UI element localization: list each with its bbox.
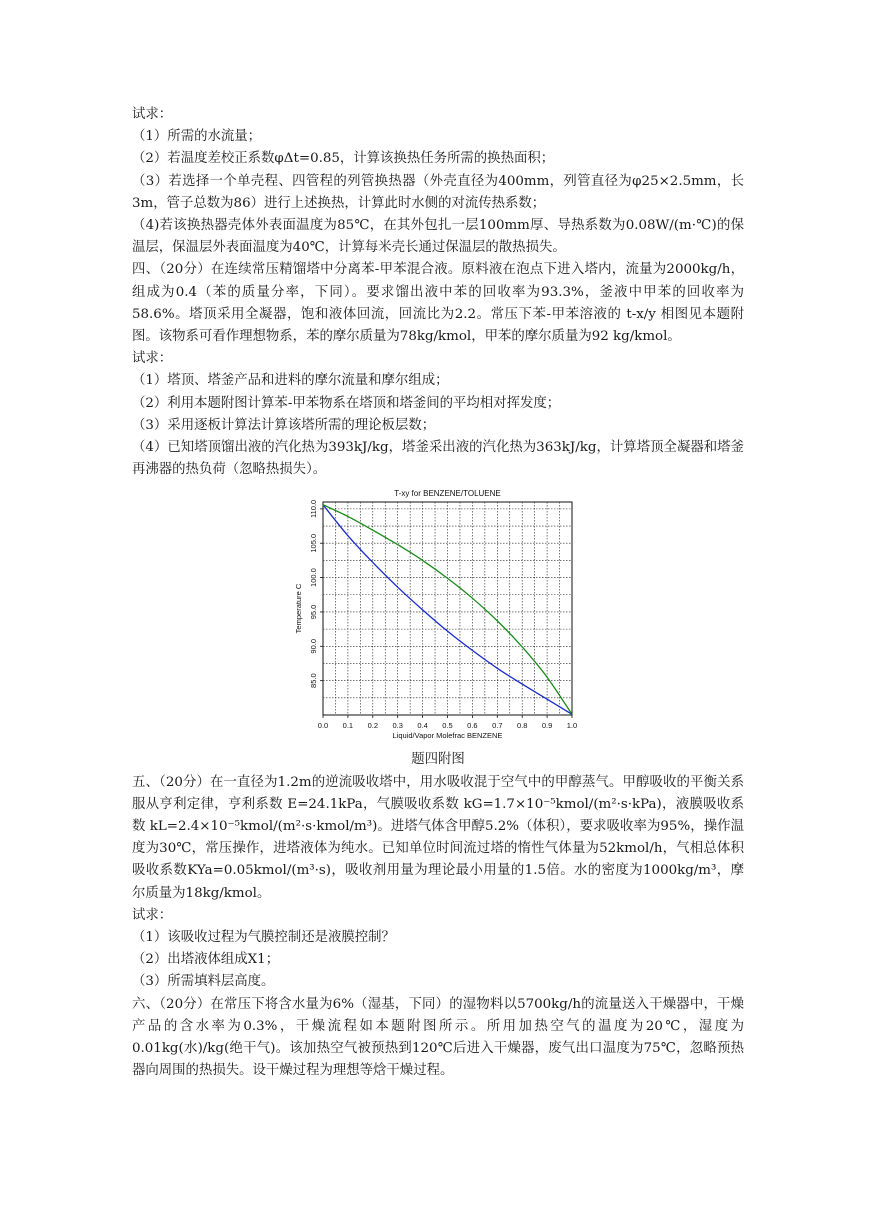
section6-intro: 六、（20分）在常压下将含水量为6%（湿基，下同）的湿物料以5700kg/h的流量送入干燥器中，干燥产品的含水率为0.3%，干燥流程如本题附图所示。所用加热空气的温度为20℃，湿度为0.01kg(水)/kg(绝干气)。该加热空气被预热到120℃后进入干燥器，废气出口温度为75℃，忽略预热器向周围的热损失。设干燥过程为理想等焓干燥过程。 (132, 996, 744, 1079)
x-tick-label: 0.6 (467, 721, 478, 731)
section5-q2: （2）出塔液体组成X1； (132, 952, 280, 968)
section5-q3: （3）所需填料层高度。 (132, 974, 275, 990)
section3-q1: （1）所需的水流量； (132, 129, 262, 145)
section5-q1: （1）该吸收过程为气膜控制还是液膜控制？ (132, 930, 395, 946)
section3-ask: 试求： (132, 107, 173, 122)
x-axis-label: Liquid/Vapor Molefrac BENZENE (392, 731, 503, 741)
x-tick-label: 0.0 (317, 721, 329, 731)
y-tick-label: 110.0 (309, 500, 318, 519)
section4-q4: （4）已知塔顶馏出液的汽化热为393kJ/kg，塔釜采出液的汽化热为363kJ/kg，计算塔顶全凝器和塔釜再沸器的热负荷（忽略热损失）。 (132, 440, 744, 478)
x-tick-label: 0.7 (492, 721, 503, 731)
section5-intro: 五、（20分）在一直径为1.2m的逆流吸收塔中，用水吸收混于空气中的甲醇蒸气。甲醇吸收的平衡关系服从亨利定律，亨利系数 E=24.1kPa，气膜吸收系数 kG=1.7×10⁻⁵kmol/(m²·s·kPa)，液膜吸收系数 kL=2.4×10⁻⁵kmol/(m²·s·kmol/m³)。进塔气体含甲醇5.2%（体积），要求吸收率为95%，操作温度为30℃，常压操作，进塔液体为纯水。已知单位时间流过塔的惰性气体量为52kmol/h，气相总体积吸收系数KYa=0.05kmol/(m³·s)，吸收剂用量为理论最小用量的1.5倍。水的密度为1000kg/m³，摩尔质量为18kg/kmol。 (132, 774, 744, 901)
y-tick-label: 85.0 (309, 673, 318, 689)
x-tick-label: 0.1 (342, 721, 354, 731)
x-tick-label: 0.9 (541, 721, 553, 731)
x-tick-label: 0.5 (442, 721, 453, 731)
x-tick-label: 0.2 (367, 721, 379, 731)
section3-q4: （4)若该换热器壳体外表面温度为85℃，在其外包扎一层100mm厚、导热系数为0.08W/(m·℃)的保温层，保温层外表面温度为40℃，计算每米壳长通过保温层的散热损失。 (132, 218, 744, 256)
section4-ask: 试求： (132, 351, 173, 367)
y-tick-label: 90.0 (309, 639, 318, 655)
figure-caption: 题四附图 (411, 752, 465, 768)
section5-ask: 试求： (132, 907, 173, 923)
section4-q3: （3）采用逐板计算法计算该塔所需的理论板层数； (132, 417, 436, 433)
y-axis-label: Temperature C (294, 584, 303, 634)
section3-q3: （3）若选择一个单壳程、四管程的列管换热器（外壳直径为400mm，列管直径为φ25×2.5mm，长3m，管子总数为86）进行上述换热，计算此时水侧的对流传热系数； (132, 173, 744, 211)
y-tick-label: 95.0 (309, 605, 318, 620)
x-tick-label: 0.3 (392, 721, 403, 731)
chart-title: T-xy for BENZENE/TOLUENE (394, 489, 501, 499)
section3-q2: （2）若温度差校正系数φΔt=0.85，计算该换热任务所需的换热面积； (132, 151, 555, 167)
x-tick-label: 0.8 (516, 721, 528, 731)
section4-q1: （1）塔顶、塔釜产品和进料的摩尔流量和摩尔组成； (132, 373, 449, 389)
x-tick-label: 1.0 (566, 721, 578, 731)
txy-chart (132, 484, 744, 749)
section4-q2: （2）利用本题附图计算苯-甲苯物系在塔顶和塔釜间的平均相对挥发度； (132, 395, 561, 411)
x-tick-label: 0.4 (417, 721, 428, 731)
y-tick-label: 105.0 (309, 534, 318, 554)
exam-page (132, 104, 744, 1083)
section4-intro: 四、（20分）在连续常压精馏塔中分离苯-甲苯混合液。原料液在泡点下进入塔内，流量为2000kg/h，组成为0.4（苯的质量分率，下同）。要求馏出液中苯的回收率为93.3%，釜液中甲苯的回收率为58.6%。塔顶采用全凝器，饱和液体回流，回流比为2.2。常压下苯-甲苯溶液的 t-x/y 相图见本题附图。该物系可看作理想物系，苯的摩尔质量为78kg/kmol，甲苯的摩尔质量为92 kg/kmol。 (132, 262, 744, 345)
y-tick-label: 100.0 (309, 568, 318, 588)
txy-figure (132, 484, 744, 749)
